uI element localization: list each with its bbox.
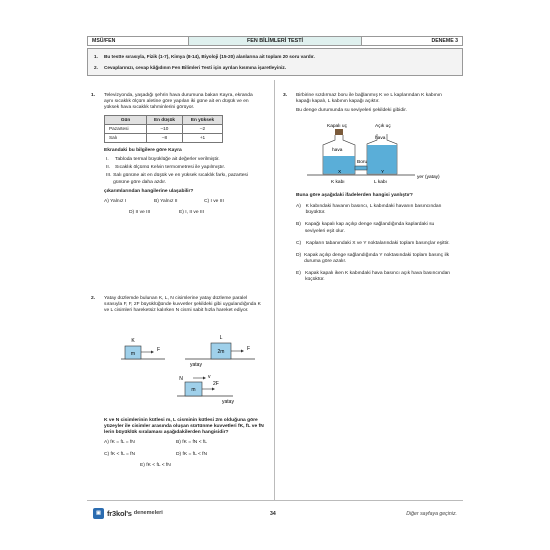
brand-icon: ▣ <box>93 508 104 519</box>
option-c[interactable]: C) Kapların tabanındaki X ve Y noktalarındaki toplam basınçlar eşittir. <box>296 240 450 246</box>
option-e[interactable]: E) Kapak kapalı iken K kabındaki hava basıncı açık hava basıncından küçüktür. <box>296 271 451 283</box>
option-c[interactable]: C) fK < fL = fN <box>104 451 136 457</box>
option-d[interactable]: D) fK = fL < fN <box>176 451 208 457</box>
statement: I. Tabloda termal büyüklüğe ait değerler verilmiştir. <box>106 157 220 163</box>
question-3-options <box>296 193 456 289</box>
container-k-label: K kabı <box>331 180 345 185</box>
option-a[interactable]: A) Yalnız I <box>104 198 127 204</box>
instructions-box <box>87 48 463 76</box>
question-2-prompt <box>104 418 264 474</box>
question-number: 2. <box>91 296 96 301</box>
option-b[interactable]: B) Kapağı kapalı kap açılıp denge sağlandığında kaplardaki su seviyeleri eşit olur. <box>296 222 435 234</box>
label-k: K <box>131 338 135 344</box>
label-n: N <box>179 376 183 382</box>
option-d[interactable]: D) II ve III <box>129 209 151 215</box>
surface-label: yatay <box>222 399 234 405</box>
pipe <box>355 166 367 170</box>
forces-figure <box>115 332 260 412</box>
table-row: Salı –8 +1 <box>105 134 223 143</box>
open-end-label: Açık uç <box>375 124 391 129</box>
option-b[interactable]: B) fK = fN < fL <box>176 440 207 446</box>
arrow-head <box>151 351 154 354</box>
question-prompt: çıkarımlarından hangilerine ulaşabilir? <box>104 188 194 194</box>
force-label-l: F <box>247 346 251 352</box>
label-l: L <box>219 335 223 341</box>
question-prompt: K ve N cisimlerinin kütlesi m, L cisminin kütlesi 2m olduğuna göre yüzeyler ile cisimler arasında oluşan sürtünme kuvvetleri fK, fL ve fN lerin büyüklük sıralaması aşağıdakilerden hangisidir? <box>104 418 264 436</box>
question-text: Yatay düzlemde bulunan K, L, N cisimlerine yatay düzleme paralel sırasıyla F, F, 2F büyüklüğünde kuvvetler şekildeki gibi uygulandığında K ve L cisimleri hareketsiz kalırken N cismi sabit hızla hareket ediyor. <box>104 296 261 314</box>
option-c[interactable]: C) I ve III <box>204 198 224 204</box>
arrow-head <box>203 377 206 380</box>
column-divider <box>274 80 275 500</box>
test-title: FEN BİLİMLERİ TESTİ <box>188 37 362 45</box>
statement: III. Salı gününe ait en düşük ve en yüksek sıcaklık farkı, pazartesi gününe göre daha azdır. <box>106 173 248 185</box>
surface-label: yatay <box>190 362 202 368</box>
question-number: 1. <box>91 93 96 98</box>
exam-page <box>87 30 463 520</box>
instruction-2: 2. Cevaplarınızı, cevap kâğıdının Fen Bilimleri Testi için ayrılan kısmına işaretleyiniz. <box>94 64 287 70</box>
question-1 <box>91 93 263 221</box>
question-3 <box>283 93 455 117</box>
option-e[interactable]: E) fK < fL < fN <box>140 462 171 468</box>
closed-end-label: Kapalı uç <box>327 124 348 129</box>
next-page-note: Diğer sayfaya geçiniz. <box>406 511 457 517</box>
mass-k: m <box>130 351 136 357</box>
page-header <box>87 36 463 46</box>
mass-n: m <box>191 387 196 393</box>
point-x: X <box>338 170 342 175</box>
point-y: Y <box>381 170 385 175</box>
cap-icon <box>335 129 343 135</box>
exam-number: DENEME 3 <box>431 37 458 44</box>
arrow-head <box>241 350 244 353</box>
containers-figure <box>297 120 457 190</box>
velocity-label: v <box>208 374 211 380</box>
air-label-l: hava <box>375 136 386 141</box>
exam-type: MSÜ/FEN <box>92 37 116 44</box>
container-l-label: L kabı <box>374 180 387 185</box>
footer-divider <box>87 500 463 501</box>
table-row: Pazartesi –10 –2 <box>105 125 223 134</box>
question-text: Televizyonda, yaşadığı şehrin hava durumuna bakan Kayra, ekranda aynı sıcaklık ölçüm aletine göre yapılan iki güne ait en düşük ve en yüksek hava sıcaklık tahminlerini görüyor. <box>104 93 253 111</box>
question-lead: Ekrandaki bu bilgilere göre Kayra <box>104 148 182 153</box>
pipe-label: Boru <box>357 160 368 165</box>
answer-options <box>104 199 263 221</box>
arrow-head <box>212 388 215 391</box>
answer-options <box>104 440 264 473</box>
option-e[interactable]: E) I, II ve III <box>179 209 205 215</box>
question-text-2: Bu denge durumunda su seviyeleri şekildeki gibidir. <box>296 108 407 114</box>
question-number: 3. <box>283 93 288 98</box>
force-label-n: 2F <box>213 381 219 387</box>
option-a[interactable]: A) fK = fL = fN <box>104 440 135 446</box>
option-d[interactable]: D) Kapak açılıp denge sağlandığında Y noktasındaki toplam basınç ilk duruma göre azalır. <box>296 252 450 264</box>
question-prompt: Buna göre aşağıdaki ifadelerden hangisi yanlıştır? <box>296 193 413 198</box>
page-number: 34 <box>270 511 276 517</box>
question-text: Birbirine sızdırmaz boru ile bağlanmış K ve L kaplarından K kabının kapağı kapalı, L kabının kapağı açıktır. <box>296 93 442 105</box>
instruction-1: 1. Bu testte sırasıyla, Fizik (1-7), Kimya (8-14), Biyoloji (15-20) alanlarına ait toplam 20 soru vardır. <box>94 54 315 59</box>
brand-logo <box>93 508 163 519</box>
brand-name: fr3kol's <box>107 508 132 518</box>
option-a[interactable]: A) K kabındaki havanın basıncı, L kabındaki havanın basıncından büyüktür. <box>296 204 442 216</box>
ground-label: yer (yatay) <box>417 175 440 180</box>
air-label-k: hava <box>332 148 343 153</box>
question-2 <box>91 296 263 317</box>
brand-sub: denemeleri <box>133 510 163 517</box>
mass-l: 2m <box>217 349 225 355</box>
temperature-table: Gün En düşük En yüksek Pazartesi –10 –2 Salı –8 +1 <box>104 115 223 143</box>
option-b[interactable]: B) Yalnız II <box>154 198 178 204</box>
statement: II. Sıcaklık ölçümü Kelvin termometresi ile yapılmıştır. <box>106 165 226 171</box>
force-label-k: F <box>157 347 161 353</box>
